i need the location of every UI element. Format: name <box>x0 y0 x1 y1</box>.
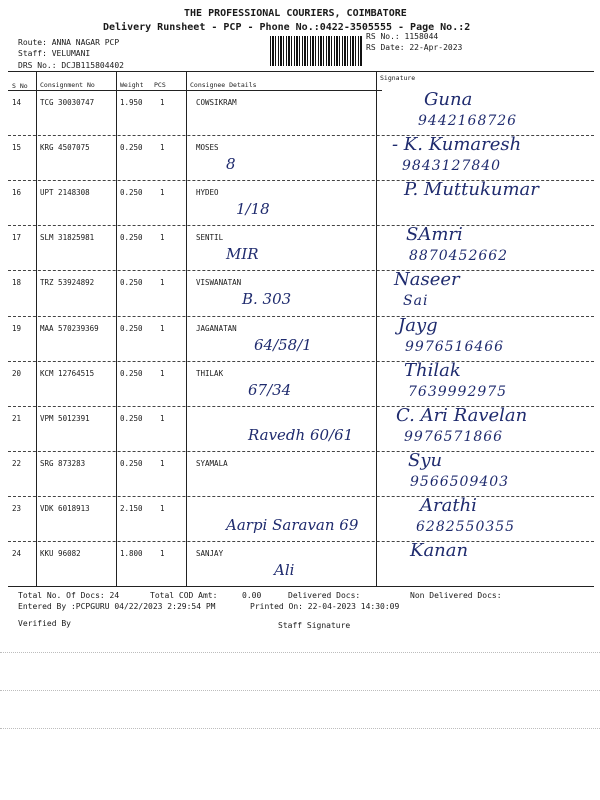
row-consignment-no: VDK 6018913 <box>40 503 90 513</box>
row-sno: 17 <box>12 233 22 243</box>
row-weight: 0.250 <box>120 278 143 288</box>
row-weight: 2.150 <box>120 503 143 513</box>
entered-by: Entered By :PCPGURU 04/22/2023 2:29:54 PM <box>18 602 216 611</box>
drs-number: DRS No.: DCJB115804402 <box>18 61 124 70</box>
row-sno: 19 <box>12 323 22 333</box>
row-pcs: 1 <box>160 368 165 378</box>
row-phone: Sai <box>403 293 429 310</box>
row-weight: 0.250 <box>120 233 143 243</box>
row-phone: 9843127840 <box>402 158 502 175</box>
row-phone: 9566509403 <box>410 473 510 490</box>
row-handwritten-note: Ali <box>274 561 295 579</box>
row-handwritten-note: 67/34 <box>248 380 292 399</box>
row-consignee: SYAMALA <box>196 458 228 468</box>
row-divider <box>8 541 594 542</box>
row-consignee: SANJAY <box>196 549 224 558</box>
runsheet-title: Delivery Runsheet - PCP - Phone No.:0422-3505555 - Page No.:2 <box>103 22 471 33</box>
row-handwritten-note: MIR <box>226 245 259 264</box>
row-consignee: MOSES <box>196 143 219 153</box>
row-signature: Guna <box>424 89 473 110</box>
row-sno: 16 <box>12 188 22 198</box>
row-weight: 0.250 <box>120 413 143 423</box>
staff-label: Staff: VELUMANI <box>18 49 91 58</box>
row-phone: 6282550355 <box>416 518 516 535</box>
row-pcs: 1 <box>160 503 165 513</box>
row-signature: SAmri <box>406 224 463 246</box>
row-consignment-no: KRG 4507075 <box>40 143 90 153</box>
row-sno: 21 <box>12 413 22 423</box>
row-signature: Thilak <box>404 359 461 381</box>
row-signature: P. Muttukumar <box>404 179 539 201</box>
col-header-pcs: PCS <box>154 81 166 89</box>
col-header-signature: Signature <box>380 74 416 82</box>
row-consignee: JAGANATAN <box>196 323 237 333</box>
col-header-consignee: Consignee Details <box>190 81 257 89</box>
row-pcs: 1 <box>160 278 165 288</box>
row-divider <box>8 496 594 497</box>
non-delivered-docs: Non Delivered Docs: <box>410 591 502 600</box>
row-consignee: COWSIKRAM <box>196 98 237 107</box>
delivered-docs: Delivered Docs: <box>288 591 361 600</box>
row-handwritten-note: B. 303 <box>242 290 292 309</box>
row-signature: Naseer <box>394 269 460 291</box>
total-docs: Total No. Of Docs: 24 <box>18 591 120 600</box>
row-consignment-no: VPM 5012391 <box>40 413 90 423</box>
row-consignee: THILAK <box>196 368 224 378</box>
scan-artifact <box>0 728 600 729</box>
row-consignment-no: SLM 31825981 <box>40 233 95 243</box>
row-pcs: 1 <box>160 458 165 468</box>
staff-signature: Staff Signature <box>278 621 351 630</box>
row-handwritten-note: 64/58/1 <box>254 335 312 354</box>
row-consignment-no: SRG 873283 <box>40 458 86 468</box>
row-divider <box>8 270 594 271</box>
col-header-sno: S No <box>12 82 28 90</box>
row-consignment-no: UPT 2148308 <box>40 188 90 198</box>
row-handwritten-note: Ravedh 60/61 <box>248 425 354 444</box>
row-weight: 0.250 <box>120 458 143 468</box>
row-handwritten-note: Aarpi Saravan 69 <box>226 515 359 534</box>
row-signature: C. Ari Ravelan <box>396 404 528 426</box>
column-divider <box>116 71 117 586</box>
row-weight: 1.950 <box>120 98 143 107</box>
table-top-border <box>8 71 594 72</box>
row-sno: 23 <box>12 503 22 513</box>
scan-artifact <box>0 690 600 691</box>
row-signature: Jayg <box>398 314 438 336</box>
row-phone: 7639992975 <box>408 383 508 400</box>
header-bottom-border <box>8 90 382 91</box>
row-consignee: SENTIL <box>196 233 224 243</box>
row-pcs: 1 <box>160 323 165 333</box>
row-sno: 20 <box>12 368 22 378</box>
row-consignment-no: MAA 570239369 <box>40 323 99 333</box>
row-divider <box>8 451 594 452</box>
column-divider <box>376 71 377 586</box>
row-sno: 24 <box>12 549 22 558</box>
row-divider <box>8 316 594 317</box>
row-consignment-no: TCG 30030747 <box>40 98 95 107</box>
row-divider <box>8 361 594 362</box>
barcode <box>270 36 362 66</box>
row-consignment-no: KKU 96082 <box>40 549 81 558</box>
row-consignment-no: KCM 12764515 <box>40 368 95 378</box>
total-cod-value: 0.00 <box>242 591 262 600</box>
row-weight: 1.800 <box>120 549 143 558</box>
rs-number: RS No.: 1158044 <box>366 32 439 41</box>
row-sno: 22 <box>12 458 22 468</box>
rs-date: RS Date: 22-Apr-2023 <box>366 43 463 52</box>
col-header-consignment: Consignment No <box>40 81 95 89</box>
row-pcs: 1 <box>160 188 165 198</box>
row-signature: Syu <box>408 449 443 471</box>
row-consignment-no: TRZ 53924892 <box>40 278 95 288</box>
row-pcs: 1 <box>160 98 165 107</box>
col-header-weight: Weight <box>120 81 144 89</box>
row-weight: 0.250 <box>120 143 143 153</box>
row-weight: 0.250 <box>120 323 143 333</box>
column-divider <box>36 71 37 586</box>
company-title: THE PROFESSIONAL COURIERS, COIMBATORE <box>184 8 407 19</box>
verified-by: Verified By <box>18 619 71 628</box>
row-signature: Arathi <box>420 494 477 516</box>
row-pcs: 1 <box>160 233 165 243</box>
row-phone: 9976516466 <box>405 338 505 355</box>
printed-on: Printed On: 22-04-2023 14:30:09 <box>250 602 400 611</box>
row-sno: 18 <box>12 278 22 288</box>
route-label: Route: ANNA NAGAR PCP <box>18 38 120 47</box>
row-phone: 9976571866 <box>404 428 504 445</box>
row-pcs: 1 <box>160 549 165 558</box>
row-pcs: 1 <box>160 143 165 153</box>
row-weight: 0.250 <box>120 368 143 378</box>
row-pcs: 1 <box>160 413 165 423</box>
row-sno: 15 <box>12 143 22 153</box>
row-phone: 8870452662 <box>409 248 509 265</box>
table-bottom-border <box>8 586 594 587</box>
scan-artifact <box>0 652 600 653</box>
row-weight: 0.250 <box>120 188 143 198</box>
total-cod-label: Total COD Amt: <box>150 591 218 600</box>
row-sno: 14 <box>12 98 22 107</box>
row-signature: - K. Kumaresh <box>392 134 522 156</box>
row-signature: Kanan <box>410 540 469 561</box>
row-handwritten-note: 8 <box>226 155 236 174</box>
row-phone: 9442168726 <box>418 113 518 129</box>
row-handwritten-note: 1/18 <box>236 200 270 219</box>
row-consignee: VISWANATAN <box>196 278 242 288</box>
column-divider <box>186 71 187 586</box>
row-consignee: HYDEO <box>196 188 219 198</box>
row-divider <box>8 225 594 226</box>
